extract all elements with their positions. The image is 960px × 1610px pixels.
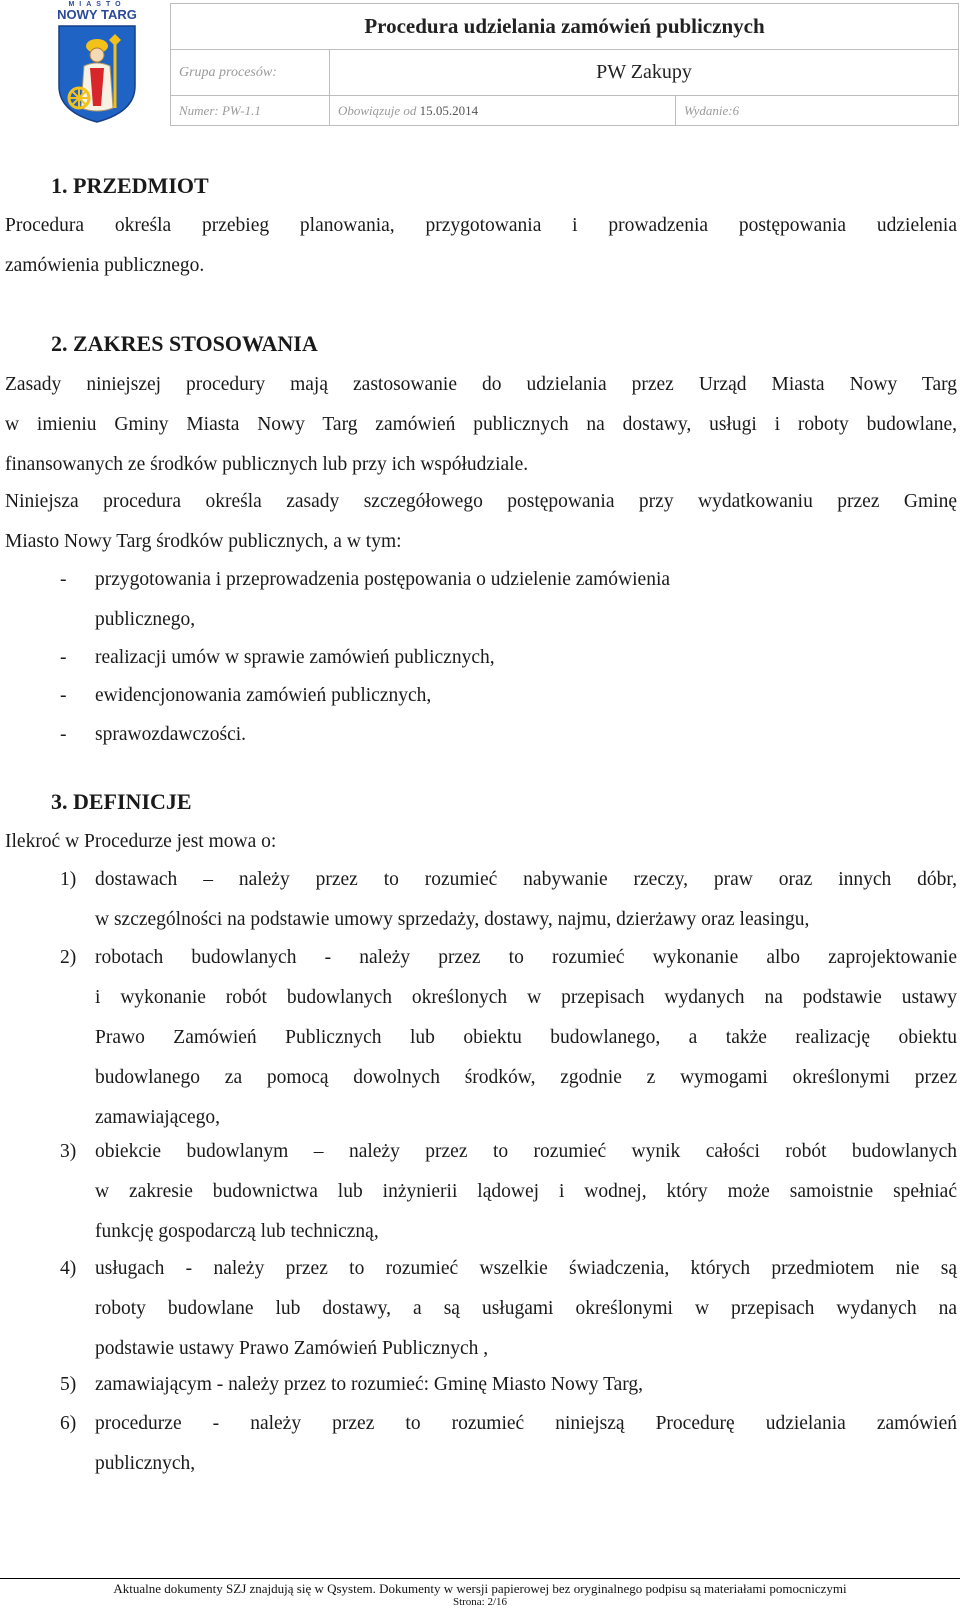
definition-text [95, 938, 957, 1138]
header-meta-row [171, 96, 958, 125]
document-number: Numer: PW-1.1 [179, 102, 261, 118]
text-line: publicznego, [95, 609, 196, 630]
text-line: publicznych, [95, 1453, 196, 1474]
valid-from [330, 96, 675, 125]
coat-of-arms-icon [57, 24, 137, 124]
text-line: realizacji umów w sprawie zamówień publicznych, [95, 647, 495, 668]
logo-text-miasto: MIASTO [68, 1, 126, 8]
definition-text [95, 1365, 957, 1405]
section-1-paragraph [5, 206, 957, 286]
section-1-heading: 1. PRZEDMIOT [51, 173, 209, 198]
list-item-text [95, 638, 957, 678]
list-item-text [95, 560, 957, 640]
text-line: robotach budowlanych - należy przez to rozumieć wykonanie albo zaprojektowanie [95, 947, 957, 968]
definition-text [95, 1404, 957, 1484]
header-group-row [171, 50, 958, 96]
text-line: zamawiającym - należy przez to rozumieć: Gminę Miasto Nowy Targ, [95, 1374, 644, 1395]
text-line: Procedura określa przebieg planowania, przygotowania i prowadzenia postępowania udzielenia [5, 215, 957, 236]
text-line: procedurze - należy przez to rozumieć niniejszą Procedurę udzielania zamówień [95, 1413, 957, 1434]
text-line: obiekcie budowlanym – należy przez to rozumieć wynik całości robót budowlanych [95, 1141, 957, 1162]
group-label: Grupa procesów: [179, 64, 277, 80]
text-line: funkcję gospodarczą lub techniczną, [95, 1221, 379, 1242]
text-line: zamówienia publicznego. [5, 255, 205, 276]
section-2-paragraph-2 [5, 482, 957, 562]
item-number: 1) [60, 869, 77, 890]
item-number: 6) [60, 1413, 77, 1434]
bullet-dash: - [60, 647, 67, 668]
item-number: 2) [60, 947, 77, 968]
valid-from-label: Obowiązuje od [338, 102, 417, 118]
bullet-dash: - [60, 569, 67, 590]
valid-from-date: 15.05.2014 [419, 102, 479, 118]
footer-notice: Aktualne dokumenty SZJ znajdują się w Qsystem. Dokumenty w wersji papierowej bez oryginalnego podpisu są materiałami pomocniczymi [113, 1581, 847, 1596]
text-line: w zakresie budownictwa lub inżynierii lądowej i wodnej, który może samoistnie spełniać [95, 1181, 957, 1202]
text-line: Ilekroć w Procedurze jest mowa o: [5, 831, 277, 852]
text-line: budowlanego za pomocą dowolnych środków, zgodnie z wymogami określonymi przez [95, 1067, 957, 1088]
text-line: roboty budowlane lub dostawy, a są usługami określonymi w przepisach wydanych na [95, 1298, 957, 1319]
text-line: Prawo Zamówień Publicznych lub obiektu budowlanego, a także realizację obiektu [95, 1027, 957, 1048]
section-2-heading: 2. ZAKRES STOSOWANIA [51, 331, 318, 356]
text-line: podstawie ustawy Prawo Zamówień Publicznych , [95, 1338, 489, 1359]
town-logo [52, 0, 142, 128]
list-item-text [95, 676, 957, 716]
text-line: Miasto Nowy Targ środków publicznych, a w tym: [5, 531, 402, 552]
definition-text [95, 860, 957, 940]
definition-text [95, 1249, 957, 1369]
group-value: PW Zakupy [596, 61, 692, 83]
header-title-row [171, 4, 958, 50]
section-3-heading: 3. DEFINICJE [51, 789, 192, 814]
item-number: 3) [60, 1141, 77, 1162]
text-line: zamawiającego, [95, 1107, 221, 1128]
document-title: Procedura udzielania zamówień publicznych [364, 14, 765, 38]
text-line: w imieniu Gminy Miasta Nowy Targ zamówień publicznych na dostawy, usługi i roboty budowlane, [5, 414, 957, 435]
text-line: finansowanych ze środków publicznych lub przy ich współudziale. [5, 454, 529, 475]
list-item-text [95, 715, 957, 755]
bullet-dash: - [60, 685, 67, 706]
text-line: Zasady niniejszej procedury mają zastosowanie do udzielania przez Urząd Miasta Nowy Targ [5, 374, 957, 395]
item-number: 5) [60, 1374, 77, 1395]
edition: Wydanie:6 [684, 102, 740, 118]
text-line: Niniejsza procedura określa zasady szczegółowego postępowania przy wydatkowaniu przez Gminę [5, 491, 957, 512]
page-number: Strona: 2/16 [452, 1596, 508, 1608]
item-number: 4) [60, 1258, 77, 1279]
document-header [0, 0, 960, 130]
text-line: sprawozdawczości. [95, 724, 247, 745]
definition-text [95, 1132, 957, 1252]
text-line: usługach - należy przez to rozumieć wszelkie świadczenia, których przedmiotem nie są [95, 1258, 957, 1279]
footer-divider [0, 1578, 960, 1579]
section-3-intro [5, 822, 957, 862]
text-line: i wykonanie robót budowlanych określonych w przepisach wydanych na podstawie ustawy [95, 987, 957, 1008]
header-table [170, 3, 959, 126]
text-line: ewidencjonowania zamówień publicznych, [95, 685, 432, 706]
section-2-paragraph-1 [5, 365, 957, 485]
bullet-dash: - [60, 724, 67, 745]
text-line: dostawach – należy przez to rozumieć nabywanie rzeczy, praw oraz innych dóbr, [95, 869, 957, 890]
logo-text-town: NOWY TARG [57, 7, 137, 22]
text-line: w szczególności na podstawie umowy sprzedaży, dostawy, najmu, dzierżawy oraz leasingu, [95, 909, 810, 930]
text-line: przygotowania i przeprowadzenia postępowania o udzielenie zamówienia [95, 569, 671, 590]
